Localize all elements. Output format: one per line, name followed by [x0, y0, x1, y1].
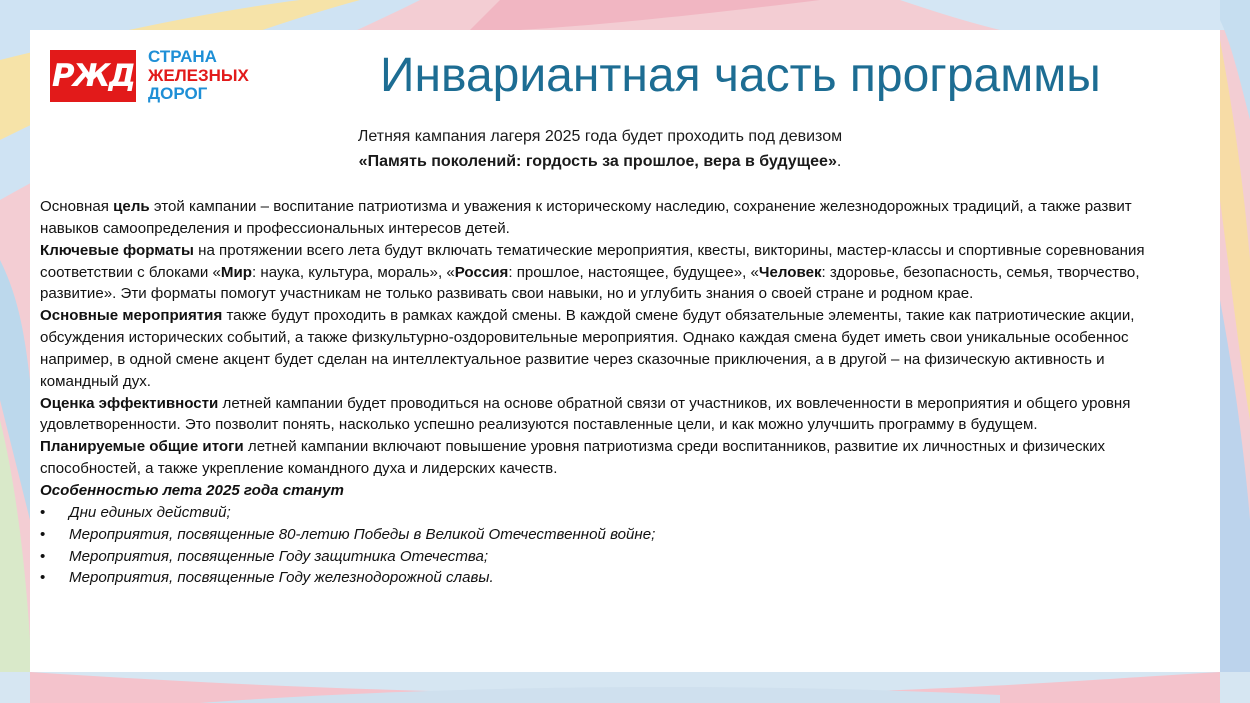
- bullet-icon: •: [40, 525, 46, 543]
- results-text: летней кампании включают повышение уровня патриотизма среди воспитанников, развитие их личностных и физических: [243, 438, 1106, 456]
- goal-line-2: навыков самоопределения и профессиональных интересов детей.: [40, 219, 510, 237]
- evaluation-line-2: удовлетворенности. Это позволит понять, насколько успешно реализуются поставленные цели, и как можно улучшить программу в будущем.: [40, 416, 1038, 434]
- list-item-text: Дни единых действий;: [69, 503, 231, 521]
- formats-keyword: Ключевые форматы: [40, 241, 194, 259]
- block-chelovek: Человек: [758, 263, 822, 281]
- results-keyword: Планируемые общие итоги: [40, 438, 244, 456]
- list-item: [40, 524, 1220, 546]
- features-list: [40, 502, 1220, 589]
- results-line-2: способностей, а также укрепление командного духа и лидерских качеств.: [40, 460, 558, 478]
- logo-line-3: ДОРОГ: [148, 84, 208, 103]
- evaluation-text: летней кампании будет проводиться на основе обратной связи от участников, их вовлеченности в мероприятия и общего уровня: [218, 394, 1131, 412]
- events-keyword: Основные мероприятия: [40, 307, 223, 325]
- goal-lead: Основная: [40, 198, 114, 215]
- motto-end: .: [836, 153, 842, 170]
- events-line-2: обсуждения исторических событий, а также физкультурно-оздоровительные мероприятия. Однако каждая смена будет иметь свои уникальные особеннос: [40, 329, 1129, 347]
- content-panel: [30, 30, 1220, 672]
- formats-text-g: : здоровье, безопасность, семья, творчество,: [821, 263, 1140, 281]
- logo-line-2: ЖЕЛЕЗНЫХ: [148, 65, 249, 85]
- formats-text-a: соответствии с блоками «: [40, 263, 221, 281]
- list-item-text: Мероприятия, посвященные Году железнодорожной славы.: [69, 569, 494, 587]
- goal-line-1: [40, 196, 1220, 218]
- evaluation-line-1: [40, 393, 1220, 415]
- intro-motto-line: [300, 149, 900, 174]
- formats-line-2: [40, 262, 1220, 284]
- goal-text: этой кампании – воспитание патриотизма и уважения к историческому наследию, сохранение железнодорожных традиций, а также развит: [149, 198, 1132, 215]
- goal-keyword: цель: [113, 198, 150, 215]
- intro-line: Летняя кампания лагеря 2025 года будет проходить под девизом: [357, 128, 843, 145]
- logo-wordmark: [148, 48, 249, 104]
- events-line-3: например, в одной смене акцент будет сделан на интеллектуальное развитие через сказочные приключения, а в другой – на физическую активность и: [40, 350, 1105, 368]
- page-title: Инвариантная часть программы: [380, 49, 1101, 102]
- rzd-logo: [50, 48, 262, 108]
- features-heading: Особенностью лета 2025 года станут: [40, 481, 344, 499]
- bullet-icon: •: [40, 503, 46, 521]
- rzd-logo-mark: РЖД: [50, 50, 136, 102]
- formats-line-1: [40, 240, 1220, 262]
- logo-line-1: СТРАНА: [148, 47, 217, 66]
- formats-line-3: развитие». Эти форматы помогут участникам не только развивать свои навыки, но и углубить знания о своей стране и родном крае.: [40, 285, 974, 303]
- list-item-text: Мероприятия, посвященные 80-летию Победы в Великой Отечественной войне;: [69, 525, 656, 543]
- events-line-1: [40, 305, 1220, 327]
- bullet-icon: •: [40, 569, 46, 587]
- block-rossiya: Россия: [454, 263, 509, 281]
- events-line-4: командный дух.: [40, 372, 151, 390]
- formats-text-e: : прошлое, настоящее, будущее», «: [508, 263, 759, 281]
- list-item-text: Мероприятия, посвященные Году защитника Отечества;: [69, 547, 489, 565]
- formats-text: на протяжении всего лета будут включать тематические мероприятия, квесты, викторины, мастер-классы и спортивные соревнования: [193, 241, 1145, 259]
- intro-block: [300, 124, 900, 174]
- results-line-1: [40, 436, 1220, 458]
- bullet-icon: •: [40, 547, 46, 565]
- motto: «Память поколений: гордость за прошлое, вера в будущее»: [358, 153, 837, 170]
- body-text: [40, 196, 1220, 589]
- block-mir: Мир: [220, 263, 252, 281]
- list-item: [40, 546, 1220, 568]
- list-item: [40, 567, 1220, 589]
- formats-text-c: : наука, культура, мораль», «: [252, 263, 455, 281]
- list-item: [40, 502, 1220, 524]
- events-text: также будут проходить в рамках каждой смены. В каждой смене будут обязательные элементы, такие как патриотические акции,: [222, 307, 1135, 325]
- evaluation-keyword: Оценка эффективности: [40, 394, 219, 412]
